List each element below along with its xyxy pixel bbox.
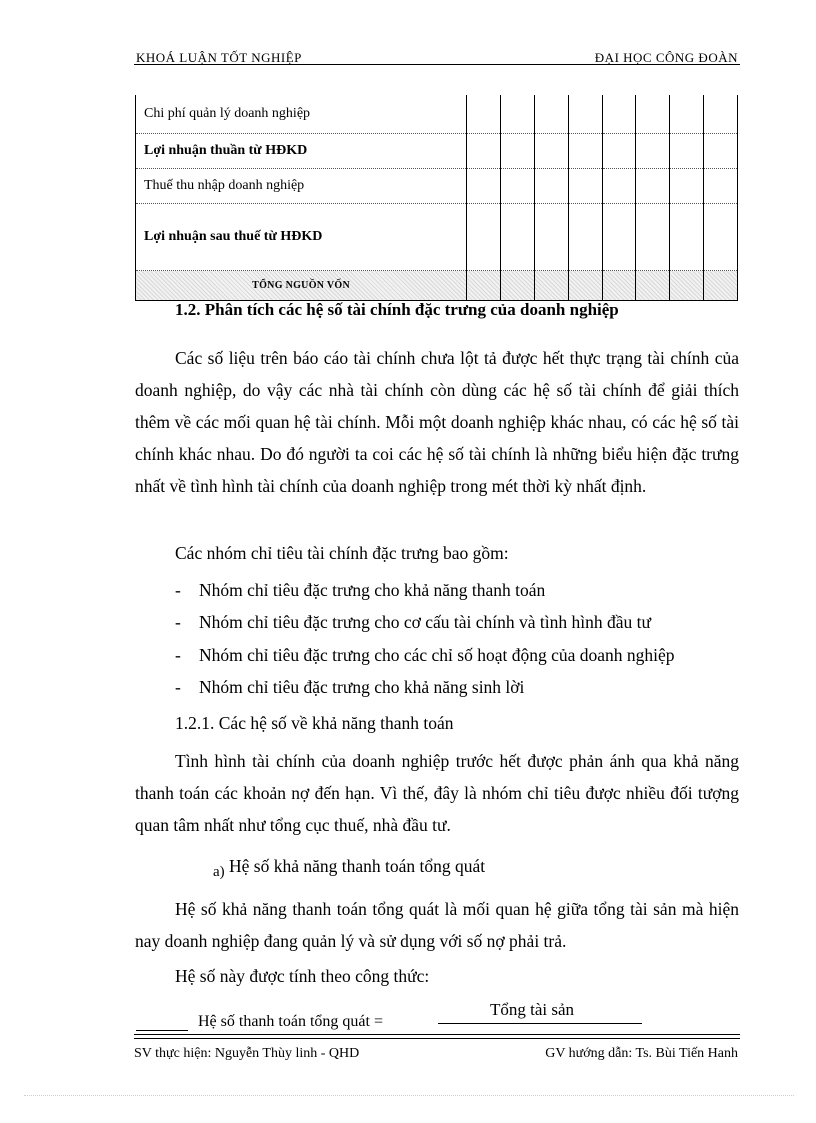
paragraph: Hệ số khả năng thanh toán tổng quát là mối quan hệ giữa tổng tài sản mà hiện nay doanh nghiệp đang quản lý và sử dụng với số nợ phải trả. <box>135 899 739 951</box>
subsection-heading: 1.2.1. Các hệ số về khả năng thanh toán <box>175 713 454 733</box>
list-item-text: Nhóm chỉ tiêu đặc trưng cho khả năng thanh toán <box>199 580 546 600</box>
paragraph: Tình hình tài chính của doanh nghiệp trước hết được phản ánh qua khả năng thanh toán các khoản nợ đến hạn. Vì thế, đây là nhóm chỉ tiêu được nhiều đối tượng quan tâm nhất như tổng cục thuế, nhà đầu tư. <box>135 751 739 835</box>
list-item: - Nhóm chỉ tiêu đặc trưng cho các chỉ số hoạt động của doanh nghiệp <box>175 645 675 665</box>
groups-intro: Các nhóm chỉ tiêu tài chính đặc trưng bao gồm: <box>175 543 509 563</box>
item-a-marker: a) <box>213 864 225 880</box>
list-item-text: Nhóm chỉ tiêu đặc trưng cho khả năng sinh lời <box>199 677 525 697</box>
formula-lhs: Hệ số thanh toán tổng quát = <box>198 1013 383 1030</box>
table-row <box>136 169 738 204</box>
formula-fraction-bar <box>438 1023 642 1024</box>
formula-intro: Hệ số này được tính theo công thức: <box>175 966 430 986</box>
table-row <box>136 204 738 271</box>
list-item: - Nhóm chỉ tiêu đặc trưng cho cơ cấu tài chính và tình hình đầu tư <box>175 612 651 632</box>
header-divider <box>134 64 740 65</box>
footer-advisor: GV hướng dẫn: Ts. Bùi Tiến Hanh <box>545 1046 738 1061</box>
formula-numerator: Tổng tài sản <box>490 1000 575 1019</box>
header-left-title: KHOÁ LUẬN TỐT NGHIỆP <box>136 50 302 65</box>
page-bottom-dotted-line <box>24 1095 794 1096</box>
header-right-title: ĐẠI HỌC CÔNG ĐOÀN <box>594 50 738 65</box>
table-row-label: Lợi nhuận sau thuế từ HĐKD <box>136 204 467 271</box>
formula-left-rule <box>136 1030 188 1031</box>
item-a <box>213 856 486 880</box>
footer-divider <box>134 1034 740 1035</box>
table-row <box>136 134 738 169</box>
table-row-total <box>136 271 738 301</box>
item-a-text: Hệ số khả năng thanh toán tổng quát <box>229 856 486 876</box>
footer-divider-thin <box>134 1038 740 1039</box>
section-heading: 1.2. Phân tích các hệ số tài chính đặc trưng của doanh nghiệp <box>175 300 619 319</box>
table-row-label: TỔNG NGUỒN VỐN <box>136 271 467 301</box>
list-item-text: Nhóm chỉ tiêu đặc trưng cho các chỉ số hoạt động của doanh nghiệp <box>199 645 675 665</box>
list-item: - Nhóm chỉ tiêu đặc trưng cho khả năng sinh lời <box>175 677 525 697</box>
footer-student: SV thực hiện: Nguyễn Thùy linh - QHD <box>134 1046 360 1061</box>
table-row <box>136 95 738 134</box>
table-row-label: Lợi nhuận thuần từ HĐKD <box>136 134 467 169</box>
table-row-label: Thuế thu nhập doanh nghiệp <box>136 169 467 204</box>
table-row-label: Chi phí quản lý doanh nghiệp <box>136 95 467 134</box>
financial-table <box>135 95 738 301</box>
list-item: - Nhóm chỉ tiêu đặc trưng cho khả năng thanh toán <box>175 580 546 600</box>
list-item-text: Nhóm chỉ tiêu đặc trưng cho cơ cấu tài chính và tình hình đầu tư <box>199 612 651 632</box>
paragraph: Các số liệu trên báo cáo tài chính chưa lột tả được hết thực trạng tài chính của doanh nghiệp, do vậy các nhà tài chính còn dùng các hệ số tài chính để giải thích thêm về các mối quan hệ tài chính. Mỗi một doanh nghiệp khác nhau, có các hệ số tài chính khác nhau. Do đó người ta coi các hệ số tài chính là những biểu hiện đặc trưng nhất về tình hình tài chính của doanh nghiệp trong mét thời kỳ nhất định. <box>135 348 739 496</box>
